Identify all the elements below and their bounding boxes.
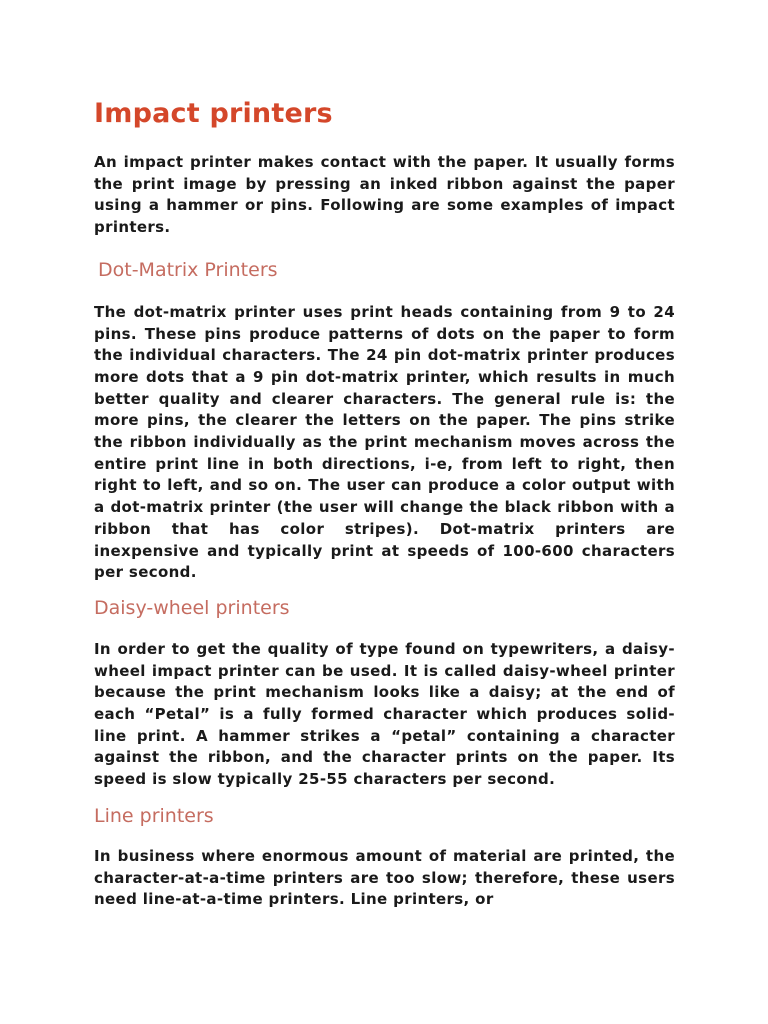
intro-paragraph: An impact printer makes contact with the paper. It usually forms the print image by pressing an inked ribbon against the paper using a hammer or pins. Following are some examples of impact printers. bbox=[94, 153, 675, 237]
section-body-line-printers: In business where enormous amount of material are printed, the character-at-a-time printers are too slow; therefore, these users need line-at-a-time printers. Line printers, or bbox=[94, 846, 675, 909]
section-heading-line-printers: Line printers bbox=[94, 804, 214, 827]
section-body-daisy-wheel: In order to get the quality of type found on typewriters, a daisy-wheel impact printer can be used. It is called daisy-wheel printer because the print mechanism looks like a daisy; at the end of each “Petal” is a fully formed character which produces solid-line print. A hammer strikes a “petal” containing a character against the ribbon, and the character prints on the paper. Its speed is slow typically 25-55 characters per second. bbox=[94, 639, 675, 789]
section-body-dot-matrix: The dot-matrix printer uses print heads containing from 9 to 24 pins. These pins produce patterns of dots on the paper to form the individual characters. The 24 pin dot-matrix printer produces more dots that a 9 pin dot-matrix printer, which results in much better quality and clearer characters. The general rule is: the more pins, the clearer the letters on the paper. The pins strike the ribbon individually as the print mechanism moves across the entire print line in both directions, i-e, from left to right, then right to left, and so on. The user can produce a color output with a dot-matrix printer (the user will change the black ribbon with a ribbon that has color stripes). Dot-matrix printers are inexpensive and typically print at speeds of 100-600 characters per second. bbox=[94, 302, 675, 582]
section-heading-daisy-wheel: Daisy-wheel printers bbox=[94, 596, 290, 619]
section-heading-dot-matrix: Dot-Matrix Printers bbox=[98, 258, 278, 281]
page-title: Impact printers bbox=[94, 98, 333, 129]
